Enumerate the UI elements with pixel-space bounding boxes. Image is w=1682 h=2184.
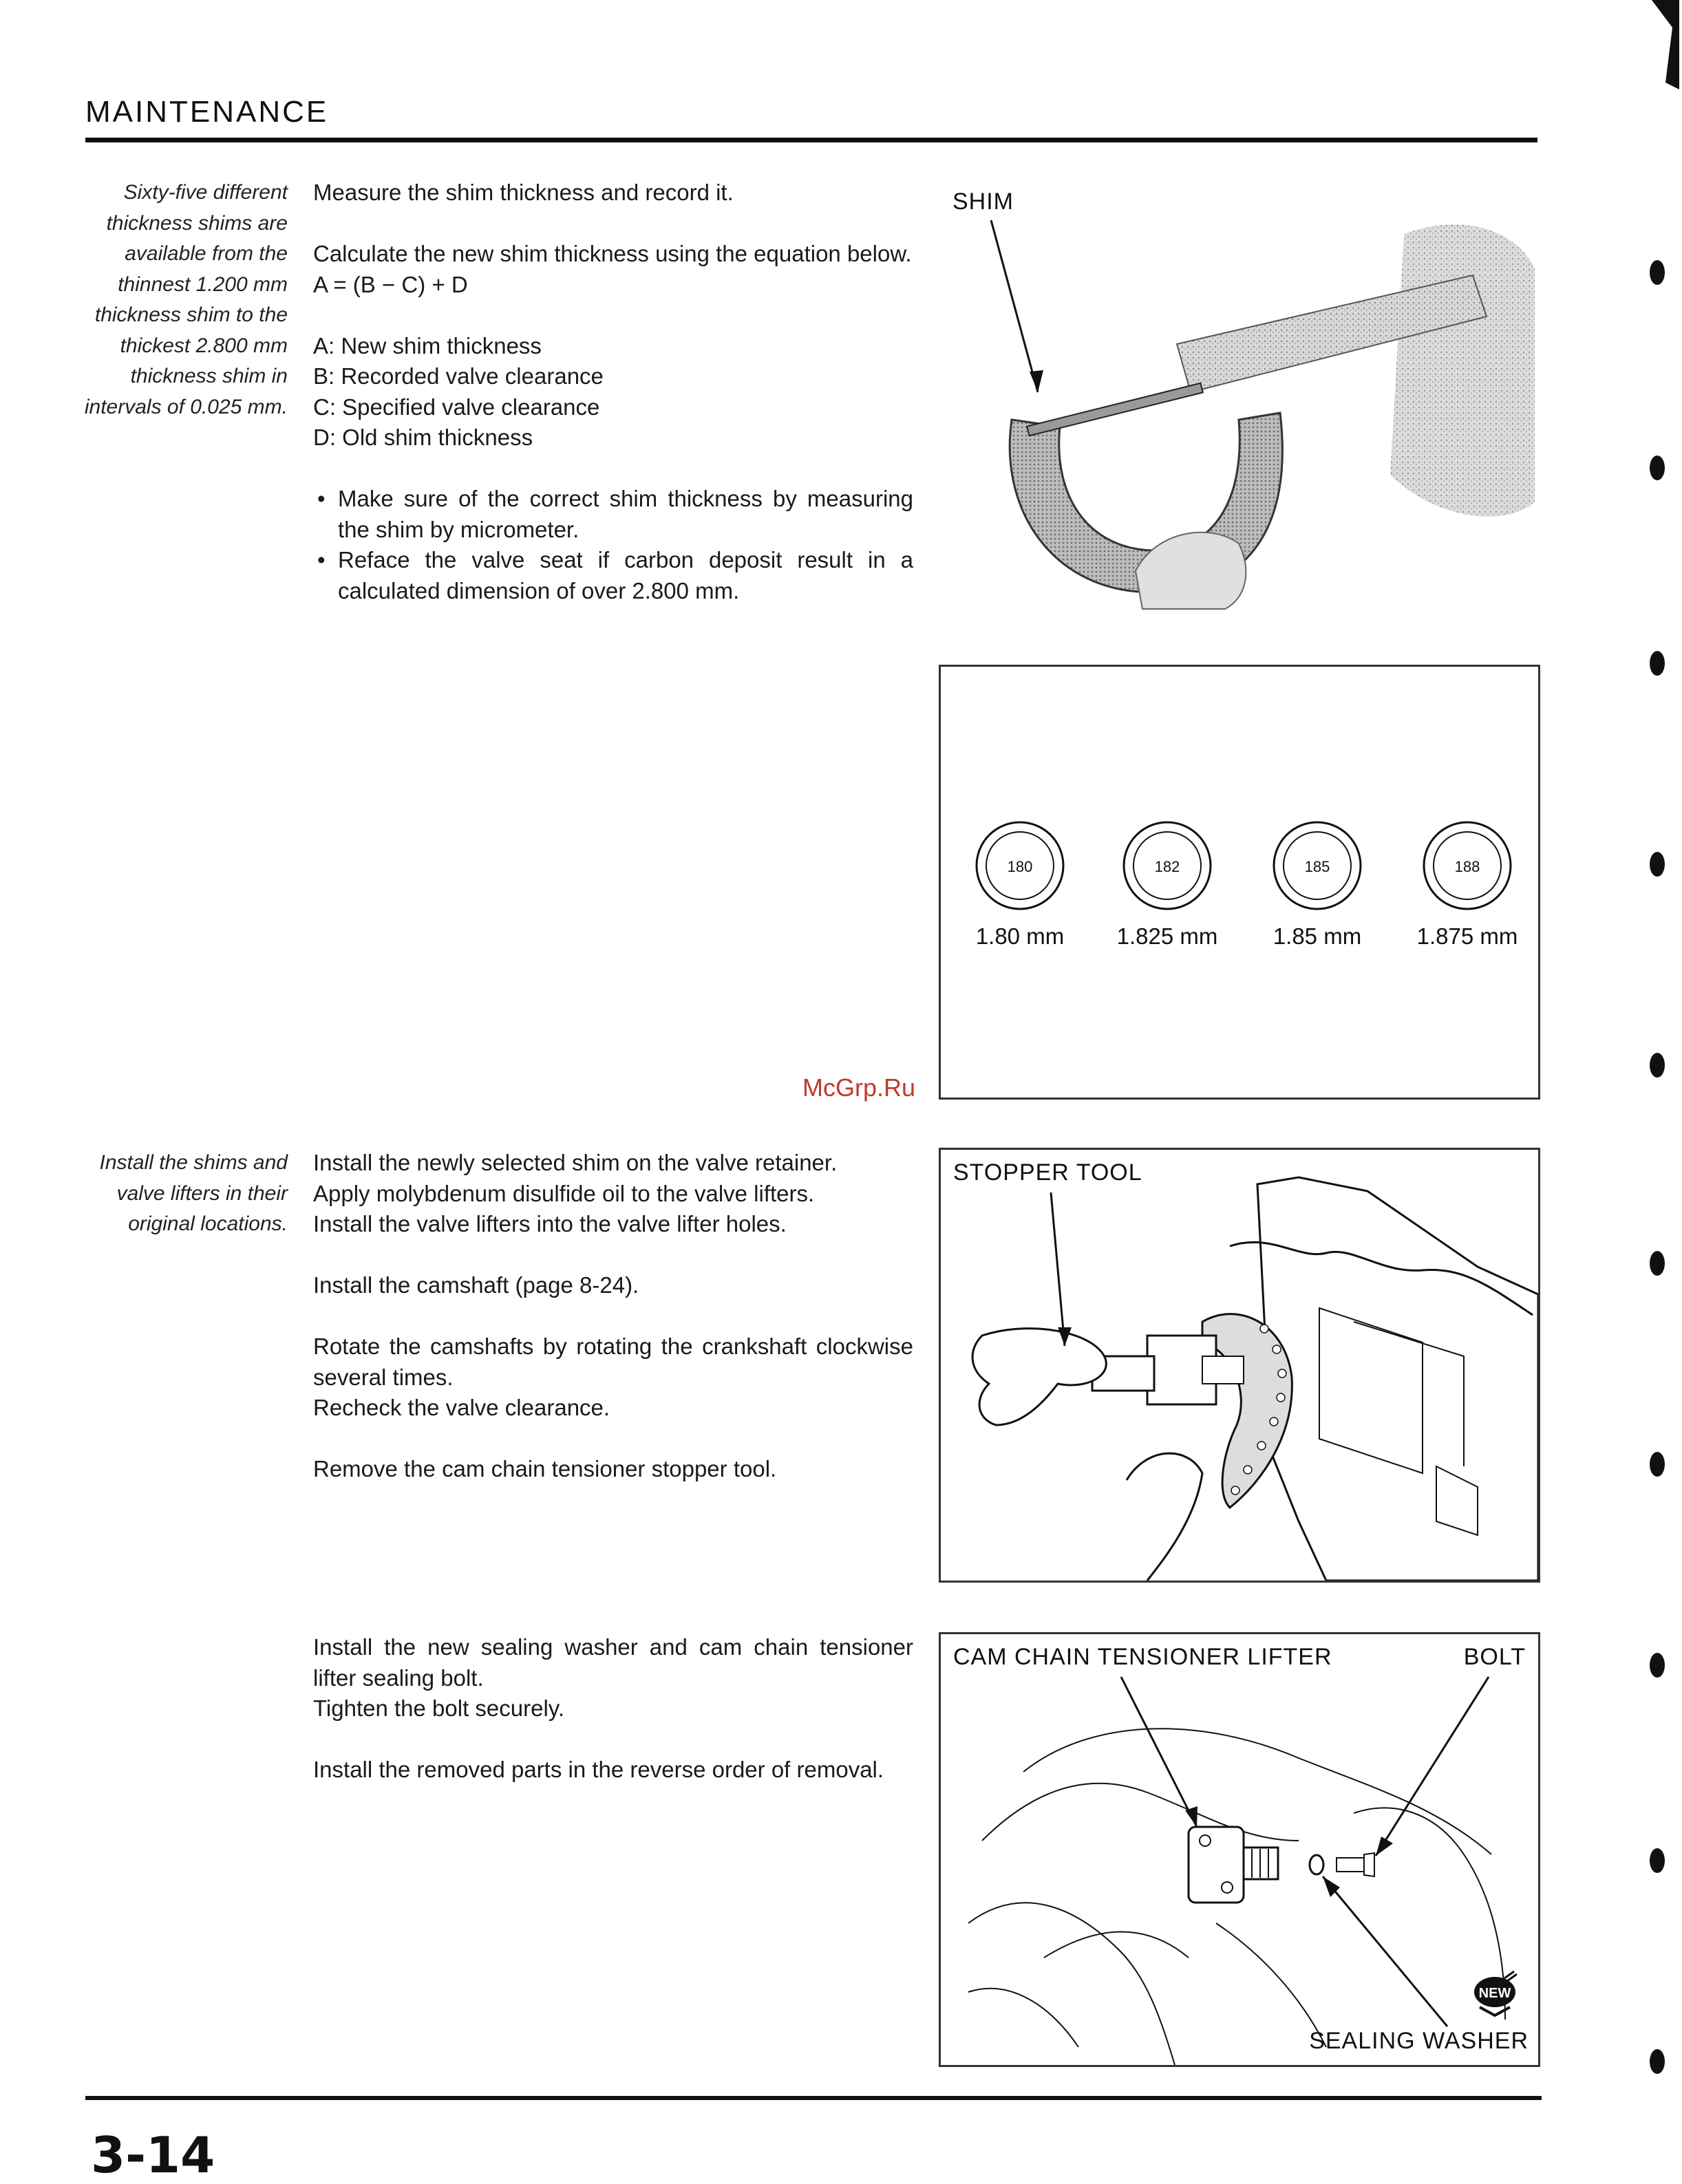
reassembly-text	[313, 1632, 913, 1786]
micrometer-illustration	[950, 186, 1542, 612]
shim-mark: 185	[1304, 858, 1330, 875]
shim-caption: 1.80 mm	[975, 923, 1065, 949]
shim-notes-list	[313, 484, 913, 606]
recheck-clearance-step: Recheck the valve clearance.	[313, 1395, 610, 1420]
shim-item	[1095, 820, 1239, 950]
new-badge-text: NEW	[1478, 1986, 1511, 2001]
stopper-tool-illustration	[941, 1150, 1538, 1581]
shim-mark: 182	[1154, 858, 1180, 875]
binding-marks	[1638, 0, 1682, 2180]
measure-shim-step: Measure the shim thickness and record it.	[313, 180, 734, 205]
install-procedure-text	[313, 1148, 913, 1485]
install-shim-step: Install the newly selected shim on the valve retainer.	[313, 1150, 838, 1175]
bullet-reface-seat: • Reface the valve seat if carbon deposit result in a calculated dimension of over 2.800 mm.	[313, 545, 913, 606]
tighten-bolt-step: Tighten the bolt securely.	[313, 1695, 565, 1721]
install-lifters-step: Install the valve lifters into the valve lifter holes.	[313, 1211, 787, 1236]
remove-stopper-step: Remove the cam chain tensioner stopper tool.	[313, 1456, 777, 1481]
tensioner-lifter-figure	[939, 1632, 1540, 2067]
definition-b: B: Recorded valve clearance	[313, 363, 604, 389]
shim-item	[948, 820, 1092, 950]
micrometer-figure	[950, 186, 1542, 612]
apply-oil-step: Apply molybdenum disulfide oil to the valve lifters.	[313, 1180, 815, 1206]
section-title: MAINTENANCE	[85, 95, 329, 129]
shim-equation: A = (B − C) + D	[313, 271, 468, 297]
reverse-order-step: Install the removed parts in the reverse order of removal.	[313, 1757, 884, 1782]
definition-c: C: Specified valve clearance	[313, 394, 600, 420]
definition-a: A: New shim thickness	[313, 332, 542, 358]
shim-caption: 1.85 mm	[1273, 923, 1362, 949]
header-rule	[85, 138, 1537, 142]
new-part-icon	[1474, 1971, 1517, 2015]
page-number: 3-14	[91, 2126, 215, 2184]
calculate-step: Calculate the new shim thickness using the equation below.	[313, 241, 912, 266]
shim-mark: 188	[1454, 858, 1480, 875]
footer-rule	[85, 2096, 1542, 2100]
shim-item	[1395, 820, 1540, 950]
side-note-original-locations: Install the shims and valve lifters in their original locations.	[99, 1151, 288, 1235]
definition-d: D: Old shim thickness	[313, 425, 533, 450]
shim-disc	[974, 820, 1066, 912]
shim-disc	[1121, 820, 1213, 912]
shim-caption: 1.875 mm	[1416, 923, 1518, 949]
rotate-camshafts-step: Rotate the camshafts by rotating the crankshaft clockwise several times.	[313, 1334, 913, 1390]
side-note-shim-range: Sixty-five different thickness shims are available from the thinnest 1.200 mm thickness shim to the thickest 2.800 mm thickness shim in intervals of 0.025 mm.	[84, 181, 288, 418]
install-washer-step: Install the new sealing washer and cam chain tensioner lifter sealing bolt.	[313, 1634, 913, 1691]
install-camshaft-step: Install the camshaft (page 8-24).	[313, 1272, 639, 1298]
shim-thickness-panel	[939, 665, 1540, 1100]
bullet-micrometer: • Make sure of the correct shim thickness by measuring the shim by micrometer.	[313, 484, 913, 545]
sealing-washer-label: SEALING WASHER	[1309, 2028, 1529, 2054]
tensioner-lifter-label: CAM CHAIN TENSIONER LIFTER	[953, 1644, 1332, 1670]
shim-item	[1245, 820, 1390, 950]
stopper-tool-figure	[939, 1148, 1540, 1583]
bolt-label: BOLT	[1463, 1644, 1526, 1670]
stopper-tool-label: STOPPER TOOL	[953, 1159, 1142, 1186]
shim-disc	[1421, 820, 1513, 912]
shim-disc	[1271, 820, 1363, 912]
tensioner-lifter-illustration	[941, 1634, 1538, 2065]
shim-procedure-text	[313, 178, 913, 606]
shim-label: SHIM	[952, 189, 1014, 215]
shim-mark: 180	[1007, 858, 1033, 875]
watermark: McGrp.Ru	[802, 1073, 915, 1102]
shim-caption: 1.825 mm	[1116, 923, 1218, 949]
